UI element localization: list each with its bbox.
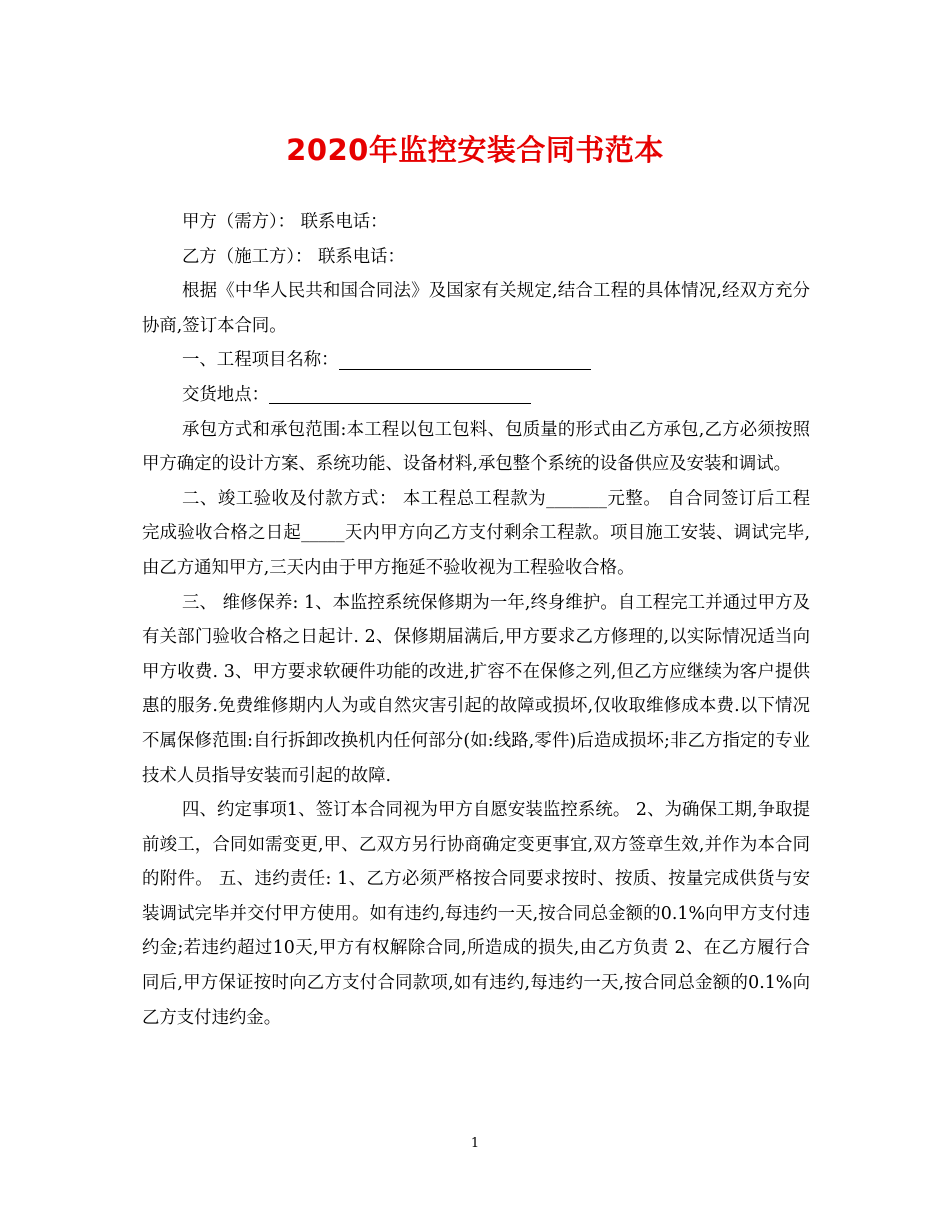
page-number: 1 (470, 1136, 480, 1151)
agreement-paragraph: 四、约定事项1、签订本合同视为甲方自愿安装监控系统。 2、为确保工期,争取提前竣工，合同如需变更,甲、乙双方另行协商确定变更事宜,双方签章生效,并作为本合同的附件。 五、违约责任: 1、乙方必须严格按合同要求按时、按质、按量完成供货与安装调试完毕并交付甲方使用。如有违约,每违约一天,按合同总金额的0.1%向甲方支付违约金;若违约超过10天,甲方有权解除合同,所造成的损失,由乙方负责 2、在乙方履行合同后,甲方保证按时向乙方支付合同款项,如有违约,每违约一天,按合同总金额的0.1%向乙方支付违约金。 (142, 800, 810, 1028)
project-name-line (142, 343, 810, 378)
delivery-blank (269, 384, 531, 404)
scope-paragraph: 承包方式和承包范围:本工程以包工包料、包质量的形式由乙方承包,乙方必须按照甲方确定的设计方案、系统功能、设备材料,承包整个系统的设备供应及安装和调试。 (142, 419, 810, 475)
maintenance-paragraph: 三、 维修保养: 1、本监控系统保修期为一年,终身维护。自工程完工并通过甲方及有关部门验收合格之日起计. 2、保修期届满后,甲方要求乙方修理的,以实际情况适当向甲方收费. 3、甲方要求软硬件功能的改进,扩容不在保修之列,但乙方应继续为客户提供惠的服务.免费维修期内人为或自然灾害引起的故障或损坏,仅收取维修成本费.以下情况不属保修范围:自行拆卸改换机内任何部分(如:线路,零件)后造成损坏;非乙方指定的专业技术人员指导安装而引起的故障. (142, 592, 810, 786)
document-title: 2020年监控安装合同书范本 (286, 133, 664, 167)
payment-paragraph: 二、竣工验收及付款方式： 本工程总工程款为_______元整。 自合同签订后工程完成验收合格之日起_____天内甲方向乙方支付剩余工程款。项目施工安装、调试完毕,由乙方通知甲方,三天内由于甲方拖延不验收视为工程验收合格。 (142, 488, 810, 578)
party-a-line: 甲方（需方）： 联系电话： (182, 212, 388, 232)
delivery-label: 交货地点： (182, 384, 269, 405)
party-b-line: 乙方（施工方）： 联系电话： (182, 246, 405, 267)
intro-paragraph: 根据《中华人民共和国合同法》及国家有关规定,结合工程的具体情况,经双方充分协商,签订本合同。 (142, 281, 810, 336)
project-name-blank (339, 350, 591, 370)
document-body (142, 205, 810, 1035)
project-name-label: 一、工程项目名称： (182, 350, 339, 371)
delivery-line (142, 378, 810, 413)
